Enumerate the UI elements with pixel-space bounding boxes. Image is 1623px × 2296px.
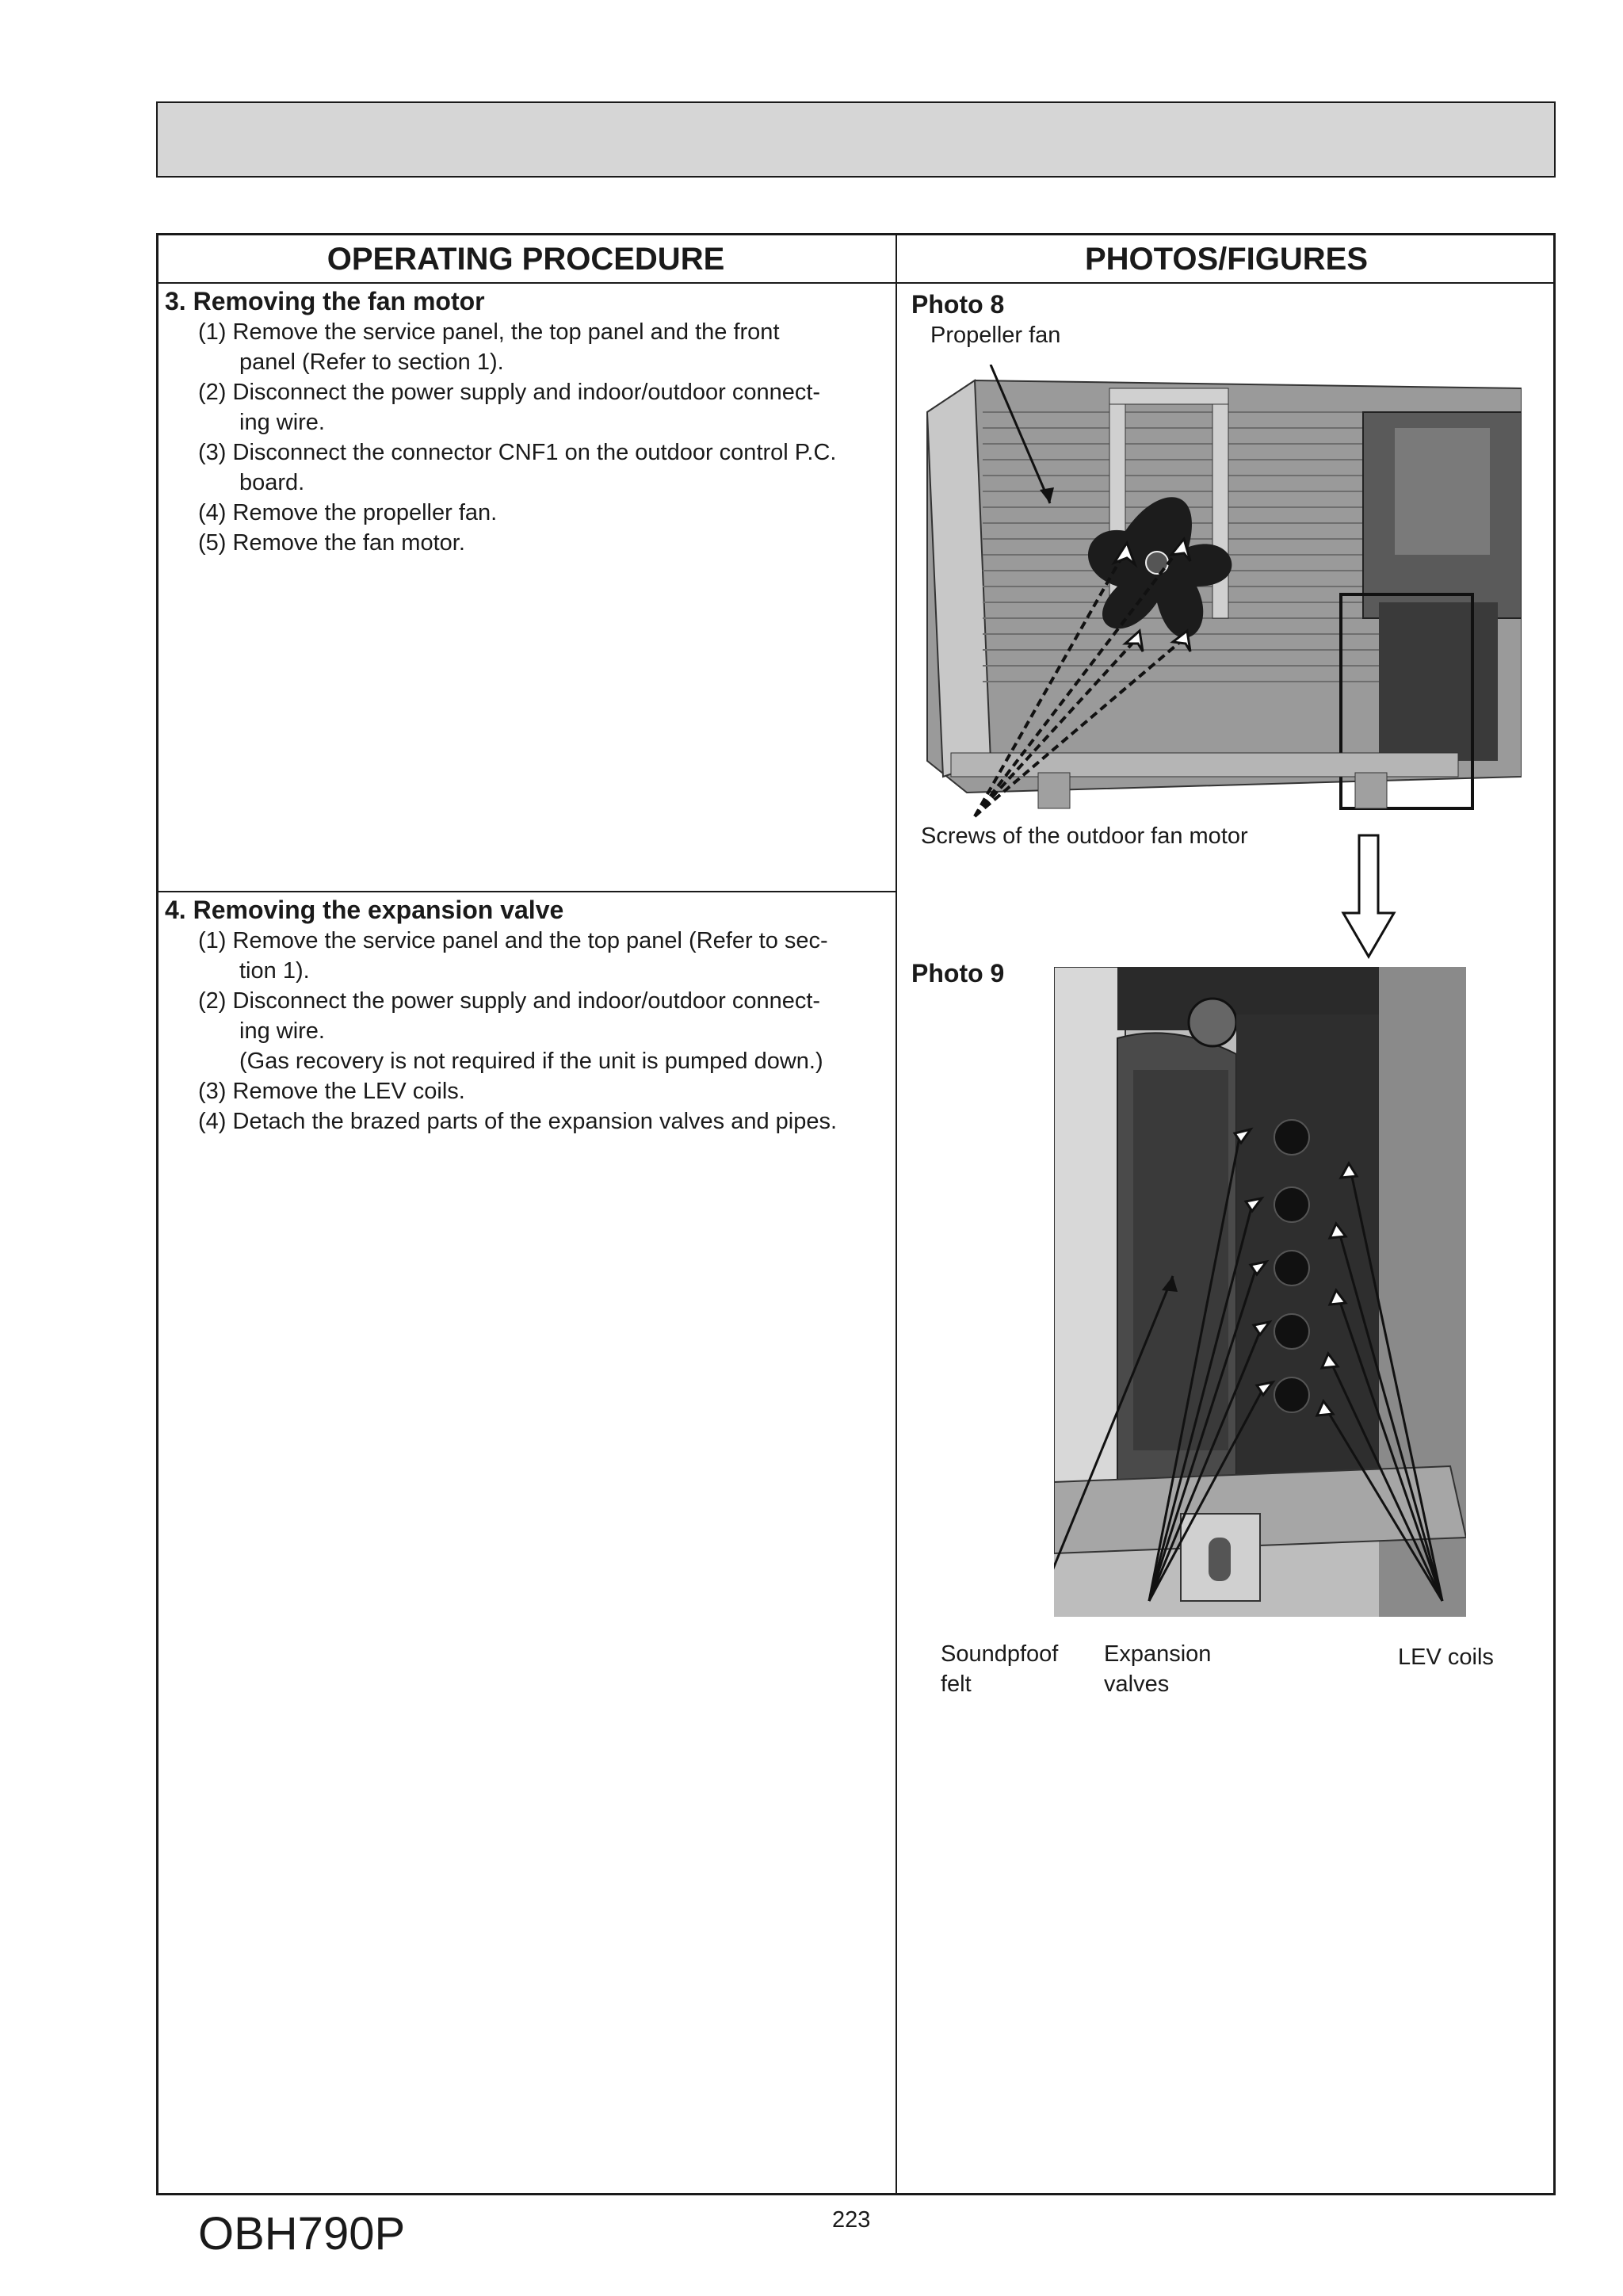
step-text: (1) Remove the service panel and the top panel (Refer to sec- — [198, 928, 828, 953]
step-text: (2) Disconnect the power supply and indoor/outdoor connect- — [198, 988, 821, 1014]
screws-label: Screws of the outdoor fan motor — [921, 823, 1248, 849]
valves-label-line-1: Expansion — [1104, 1641, 1212, 1667]
step-text: (2) Disconnect the power supply and indoor/outdoor connect- — [198, 380, 821, 405]
header-band — [156, 101, 1556, 178]
step-note: (Gas recovery is not required if the unit is pumped down.) — [239, 1049, 823, 1074]
valves-label-line-2: valves — [1104, 1671, 1170, 1697]
step-text-cont: ing wire. — [239, 1018, 325, 1044]
section-3-step-4 — [198, 498, 497, 528]
soundproof-felt-label — [941, 1639, 1058, 1699]
felt-label-line-2: felt — [941, 1671, 972, 1697]
photo-8-title: Photo 8 — [911, 290, 1005, 319]
section-rule — [156, 891, 897, 892]
header-rule — [156, 282, 1556, 284]
expansion-valves-label — [1104, 1639, 1211, 1699]
section-3-step-5 — [198, 528, 465, 558]
section-4-step-2 — [198, 986, 823, 1076]
step-text: (3) Remove the LEV coils. — [198, 1079, 465, 1104]
felt-label-line-1: Soundpfoof — [941, 1641, 1059, 1667]
step-text: (5) Remove the fan motor. — [198, 530, 465, 556]
step-text: (1) Remove the service panel, the top panel and the front — [198, 319, 780, 345]
section-4-step-1 — [198, 926, 828, 986]
photos-figures-header: PHOTOS/FIGURES — [1084, 242, 1369, 277]
section-3-title: 3. Removing the fan motor — [165, 287, 485, 315]
photo-8-outdoor-unit — [919, 365, 1522, 824]
section-4-title: 4. Removing the expansion valve — [165, 896, 564, 924]
propeller-fan-label: Propeller fan — [930, 323, 1061, 348]
operating-procedure-header: OPERATING PROCEDURE — [327, 242, 725, 277]
step-text: (4) Remove the propeller fan. — [198, 500, 498, 525]
step-text-cont: ing wire. — [239, 410, 325, 435]
step-text-cont: board. — [239, 470, 305, 495]
page-number: 223 — [832, 2207, 871, 2233]
photo-9-expansion-valve — [1054, 967, 1466, 1617]
column-divider — [896, 233, 897, 2195]
step-text: (3) Disconnect the connector CNF1 on the outdoor control P.C. — [198, 440, 837, 465]
step-text-cont: tion 1). — [239, 958, 310, 984]
photo-9-title: Photo 9 — [911, 959, 1005, 988]
section-3-step-2 — [198, 377, 820, 437]
down-arrow — [1341, 834, 1396, 961]
step-text: (4) Detach the brazed parts of the expansion valves and pipes. — [198, 1109, 838, 1134]
lev-coils-label: LEV coils — [1398, 1645, 1494, 1670]
step-text-cont: panel (Refer to section 1). — [239, 350, 504, 375]
section-4-step-4 — [198, 1106, 837, 1137]
section-4-step-3 — [198, 1076, 465, 1106]
section-3-step-3 — [198, 437, 836, 498]
section-3-step-1 — [198, 317, 780, 377]
model-number: OBH790P — [198, 2208, 406, 2260]
